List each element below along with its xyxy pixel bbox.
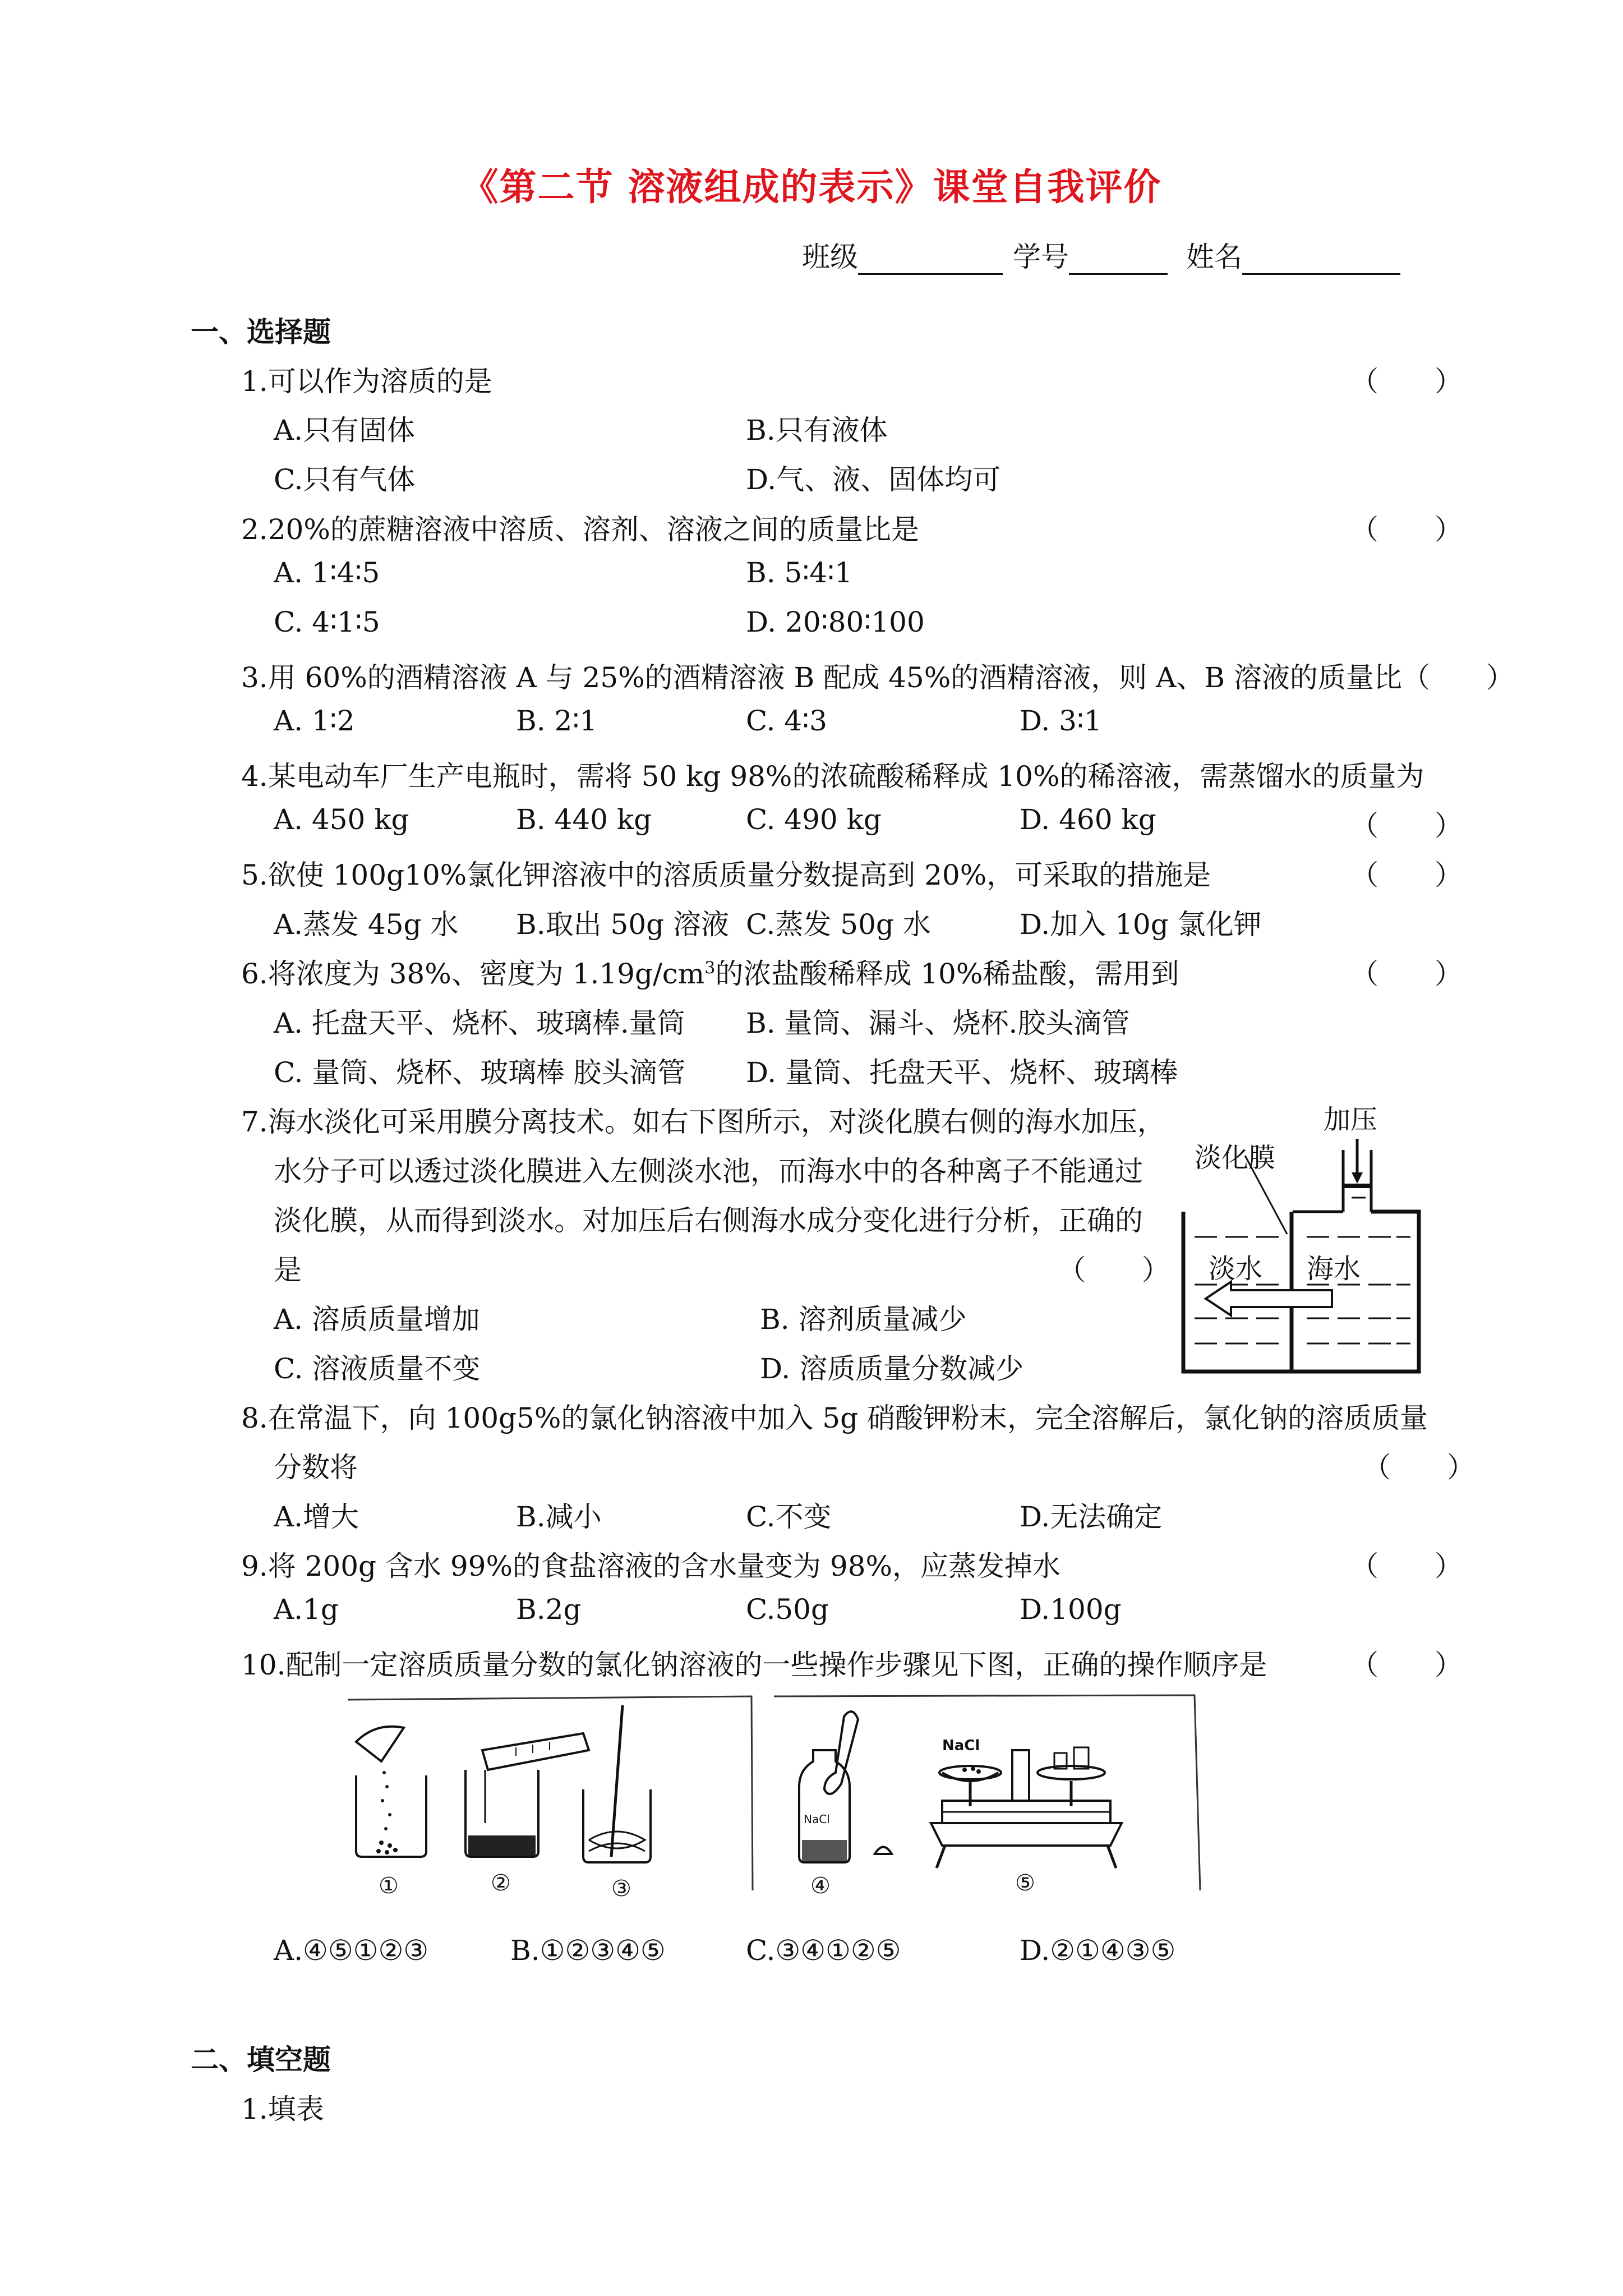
- q2-answer-paren[interactable]: （ ）: [1350, 513, 1463, 546]
- q10-option-b[interactable]: B.①②③④⑤: [510, 1934, 666, 1967]
- q2-option-c[interactable]: C. 4∶1∶5: [274, 606, 380, 638]
- q7-option-a[interactable]: A. 溶质质量增加: [274, 1303, 480, 1336]
- q5-option-b[interactable]: B.取出 50g 溶液: [516, 908, 730, 941]
- q6-option-d[interactable]: D. 量筒、托盘天平、烧杯、玻璃棒: [746, 1056, 1178, 1089]
- step3-number: ③: [611, 1876, 631, 1902]
- q9-option-b[interactable]: B.2g: [516, 1593, 582, 1626]
- step3-stir: [583, 1705, 651, 1902]
- q7-stem-line2: 水分子可以透过淡化膜进入左侧淡水池，而海水中的各种离子不能通过: [274, 1155, 1143, 1188]
- step5-number: ⑤: [1015, 1870, 1035, 1896]
- class-field: [802, 234, 1003, 275]
- q1-option-d[interactable]: D.气、液、固体均可: [746, 463, 1001, 496]
- balance-nacl-label: NaCl: [942, 1737, 980, 1754]
- membrane-desalination-figure: [1172, 1099, 1430, 1380]
- step1-pour-solid: [356, 1727, 426, 1899]
- q9-option-a[interactable]: A.1g: [274, 1593, 339, 1626]
- q5-option-c[interactable]: C.蒸发 50g 水: [746, 908, 931, 941]
- student-no-blank[interactable]: [1069, 247, 1168, 275]
- fresh-water-label: 淡水: [1209, 1253, 1263, 1285]
- q10-option-a[interactable]: A.④⑤①②③: [274, 1934, 429, 1967]
- q7-stem-line4: 是: [274, 1254, 302, 1286]
- q8-option-b[interactable]: B.减小: [516, 1501, 602, 1533]
- q7-answer-paren[interactable]: （ ）: [1058, 1254, 1170, 1286]
- q8-stem-line2: 分数将: [274, 1451, 358, 1484]
- class-blank[interactable]: [858, 247, 1003, 275]
- q6-option-c[interactable]: C. 量筒、烧杯、玻璃棒 胶头滴管: [274, 1056, 686, 1089]
- solution-preparation-steps-figure: [348, 1688, 1223, 1913]
- q8-option-d[interactable]: D.无法确定: [1020, 1501, 1163, 1533]
- q1-option-a[interactable]: A.只有固体: [274, 414, 416, 447]
- q1-option-c[interactable]: C.只有气体: [274, 463, 416, 496]
- q10-option-c[interactable]: C.③④①②⑤: [746, 1934, 901, 1967]
- fill-q1-stem: 1.填表: [241, 2093, 324, 2125]
- step4-take-reagent: [799, 1711, 892, 1899]
- step2-pour-water: [465, 1733, 589, 1896]
- student-no-label: 学号: [1013, 241, 1069, 273]
- q3-option-c[interactable]: C. 4∶3: [746, 705, 827, 737]
- q3-option-b[interactable]: B. 2∶1: [516, 705, 598, 737]
- q4-stem: 4.某电动车厂生产电瓶时，需将 50 kg 98%的浓硫酸稀释成 10%的稀溶液，需蒸馏水的质量为: [241, 760, 1424, 793]
- q7-stem-line1: 7.海水淡化可采用膜分离技术。如右下图所示，对淡化膜右侧的海水加压，: [241, 1106, 1165, 1138]
- step5-weigh-balance: [931, 1737, 1122, 1896]
- q1-answer-paren[interactable]: （ ）: [1350, 365, 1463, 398]
- page-title: 《第二节 溶液组成的表示》课堂自我评价: [461, 165, 1162, 209]
- jar-label: NaCl: [804, 1812, 830, 1826]
- q4-option-b[interactable]: B. 440 kg: [516, 803, 652, 836]
- q6-option-a[interactable]: A. 托盘天平、烧杯、玻璃棒.量筒: [274, 1007, 685, 1039]
- step4-number: ④: [810, 1873, 831, 1899]
- q2-stem: 2.20%的蔗糖溶液中溶质、溶剂、溶液之间的质量比是: [241, 513, 919, 546]
- q3-option-a[interactable]: A. 1∶2: [274, 705, 355, 737]
- q4-option-d[interactable]: D. 460 kg: [1020, 803, 1156, 836]
- q9-stem: 9.将 200g 含水 99%的食盐溶液的含水量变为 98%，应蒸发掉水: [241, 1550, 1061, 1582]
- q10-answer-paren[interactable]: （ ）: [1350, 1649, 1463, 1681]
- q6-option-b[interactable]: B. 量筒、漏斗、烧杯.胶头滴管: [746, 1007, 1130, 1039]
- q5-stem: 5.欲使 100g10%氯化钾溶液中的溶质质量分数提高到 20%，可采取的措施是: [241, 859, 1211, 891]
- q6-stem: 6.将浓度为 38%、密度为 $1.19g/cm^3$的浓盐酸稀释成 10%稀盐酸，需用到: [241, 958, 1179, 990]
- q7-option-c[interactable]: C. 溶液质量不变: [274, 1352, 481, 1385]
- q7-option-d[interactable]: D. 溶质质量分数减少: [760, 1352, 1024, 1385]
- q4-option-c[interactable]: C. 490 kg: [746, 803, 882, 836]
- q10-option-d[interactable]: D.②①④③⑤: [1020, 1934, 1176, 1967]
- name-blank[interactable]: [1242, 247, 1400, 275]
- q9-option-d[interactable]: D.100g: [1020, 1593, 1122, 1626]
- q8-option-a[interactable]: A.增大: [274, 1501, 359, 1533]
- name-field: [1186, 234, 1400, 275]
- section-fill-heading: 二、填空题: [191, 2043, 331, 2076]
- sea-water-label: 海水: [1307, 1253, 1361, 1285]
- membrane-label: 淡化膜: [1195, 1142, 1276, 1174]
- q2-option-a[interactable]: A. 1∶4∶5: [274, 556, 380, 589]
- q4-answer-paren[interactable]: （ ）: [1350, 809, 1463, 842]
- section-choice-heading: 一、选择题: [191, 315, 331, 348]
- step2-number: ②: [491, 1870, 511, 1896]
- q5-option-a[interactable]: A.蒸发 45g 水: [274, 908, 459, 941]
- q1-stem: 1.可以作为溶质的是: [241, 365, 492, 398]
- q8-option-c[interactable]: C.不变: [746, 1501, 832, 1533]
- q2-option-b[interactable]: B. 5∶4∶1: [746, 556, 852, 589]
- q8-stem-line1: 8.在常温下，向 100g5%的氯化钠溶液中加入 5g 硝酸钾粉末，完全溶解后，氯化钠的溶质质量: [241, 1402, 1428, 1434]
- q5-option-d[interactable]: D.加入 10g 氯化钾: [1020, 908, 1262, 941]
- name-label: 姓名: [1186, 241, 1242, 273]
- q5-answer-paren[interactable]: （ ）: [1350, 859, 1463, 891]
- q3-stem: 3.用 60%的酒精溶液 A 与 25%的酒精溶液 B 配成 45%的酒精溶液，则 A、B 溶液的质量比（ ）: [241, 661, 1514, 694]
- student-no-field: [1013, 234, 1168, 275]
- q10-stem: 10.配制一定溶质质量分数的氯化钠溶液的一些操作步骤见下图，正确的操作顺序是: [241, 1649, 1267, 1681]
- q6-answer-paren[interactable]: （ ）: [1350, 958, 1463, 990]
- q3-option-d[interactable]: D. 3∶1: [1020, 705, 1102, 737]
- q8-answer-paren[interactable]: （ ）: [1363, 1451, 1475, 1484]
- q7-stem-line3: 淡化膜，从而得到淡水。对加压后右侧海水成分变化进行分析，正确的: [274, 1204, 1143, 1237]
- pressure-label: 加压: [1324, 1104, 1378, 1135]
- q2-option-d[interactable]: D. 20∶80∶100: [746, 606, 925, 638]
- q9-option-c[interactable]: C.50g: [746, 1593, 829, 1626]
- q9-answer-paren[interactable]: （ ）: [1350, 1550, 1463, 1582]
- q7-option-b[interactable]: B. 溶剂质量减少: [760, 1303, 967, 1336]
- class-label: 班级: [802, 241, 858, 273]
- step1-number: ①: [379, 1873, 399, 1899]
- q4-option-a[interactable]: A. 450 kg: [274, 803, 409, 836]
- q1-option-b[interactable]: B.只有液体: [746, 414, 888, 447]
